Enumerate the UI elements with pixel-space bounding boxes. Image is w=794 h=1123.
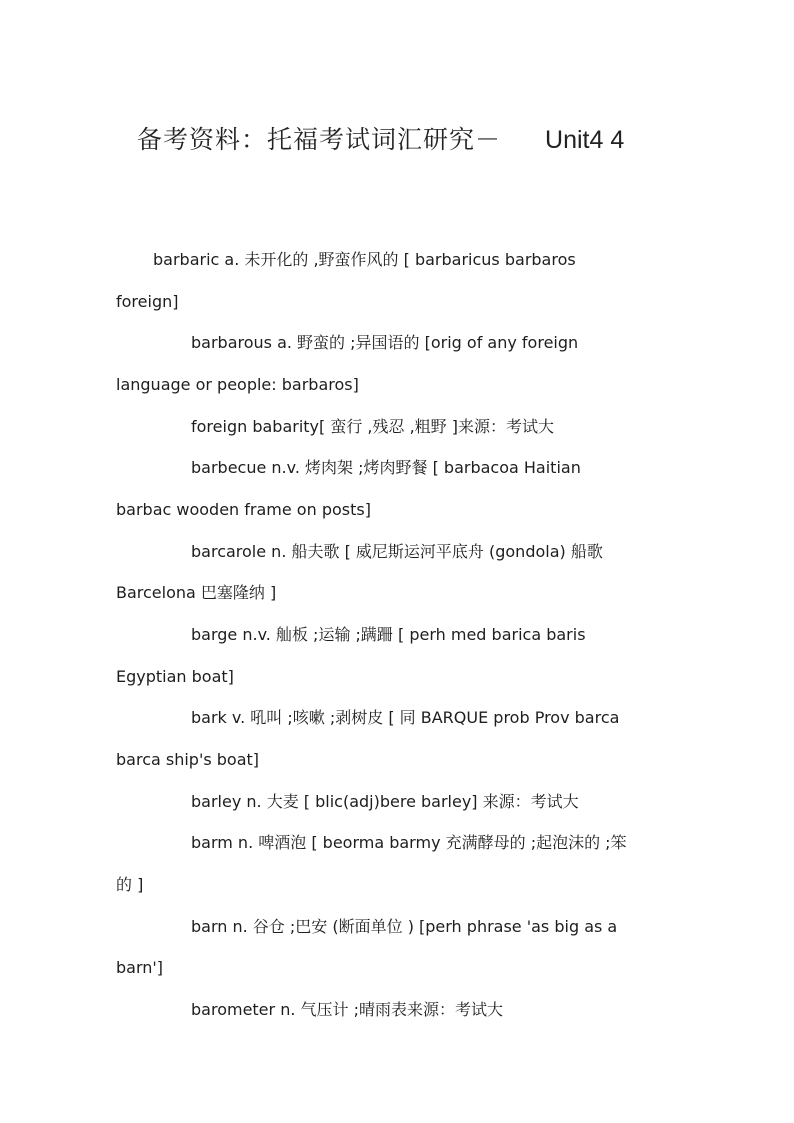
entry-barley: barley n. 大麦 [ blic(adj)bere barley] 来源：考试大 <box>191 792 579 811</box>
entry-barbaric-cont: foreign] <box>116 292 179 311</box>
title-main: 备考资料：托福考试词汇研究－ <box>137 125 502 154</box>
entry-barbaric: barbaric a. 未开化的 ,野蛮作风的 [ barbaricus barbaros <box>153 250 576 269</box>
entry-barometer: barometer n. 气压计 ;晴雨表来源：考试大 <box>191 1000 503 1019</box>
entry-barbecue: barbecue n.v. 烤肉架 ;烤肉野餐 [ barbacoa Haitian <box>191 458 581 477</box>
entry-barn-cont: barn'] <box>116 958 164 977</box>
entry-barbecue-cont: barbac wooden frame on posts] <box>116 500 371 519</box>
entry-foreign-babarity: foreign babarity[ 蛮行 ,残忍 ,粗野 ]来源：考试大 <box>191 417 555 436</box>
entry-bark-cont: barca ship's boat] <box>116 750 260 769</box>
entry-bark: bark v. 吼叫 ;咳嗽 ;剥树皮 [ 同 BARQUE prob Prov barca <box>191 708 620 727</box>
entry-barn: barn n. 谷仓 ;巴安 (断面单位 ) [perh phrase 'as big as a <box>191 917 618 936</box>
entry-barbarous-cont: language or people: barbaros] <box>116 375 359 394</box>
title-unit: Unit4 4 <box>545 126 625 154</box>
entry-barm-cont: 的 ] <box>116 875 144 894</box>
entry-barge-cont: Egyptian boat] <box>116 667 234 686</box>
page-title <box>137 121 624 159</box>
entry-barm: barm n. 啤酒泡 [ beorma barmy 充满酵母的 ;起泡沫的 ;笨 <box>191 833 627 852</box>
entry-barcarole-cont: Barcelona 巴塞隆纳 ] <box>116 583 277 602</box>
entry-barcarole: barcarole n. 船夫歌 [ 威尼斯运河平底舟 (gondola) 船歌 <box>191 542 603 561</box>
entry-barbarous: barbarous a. 野蛮的 ;异国语的 [orig of any foreign <box>191 333 579 352</box>
entry-barge: barge n.v. 舢板 ;运输 ;蹒跚 [ perh med barica baris <box>191 625 586 644</box>
